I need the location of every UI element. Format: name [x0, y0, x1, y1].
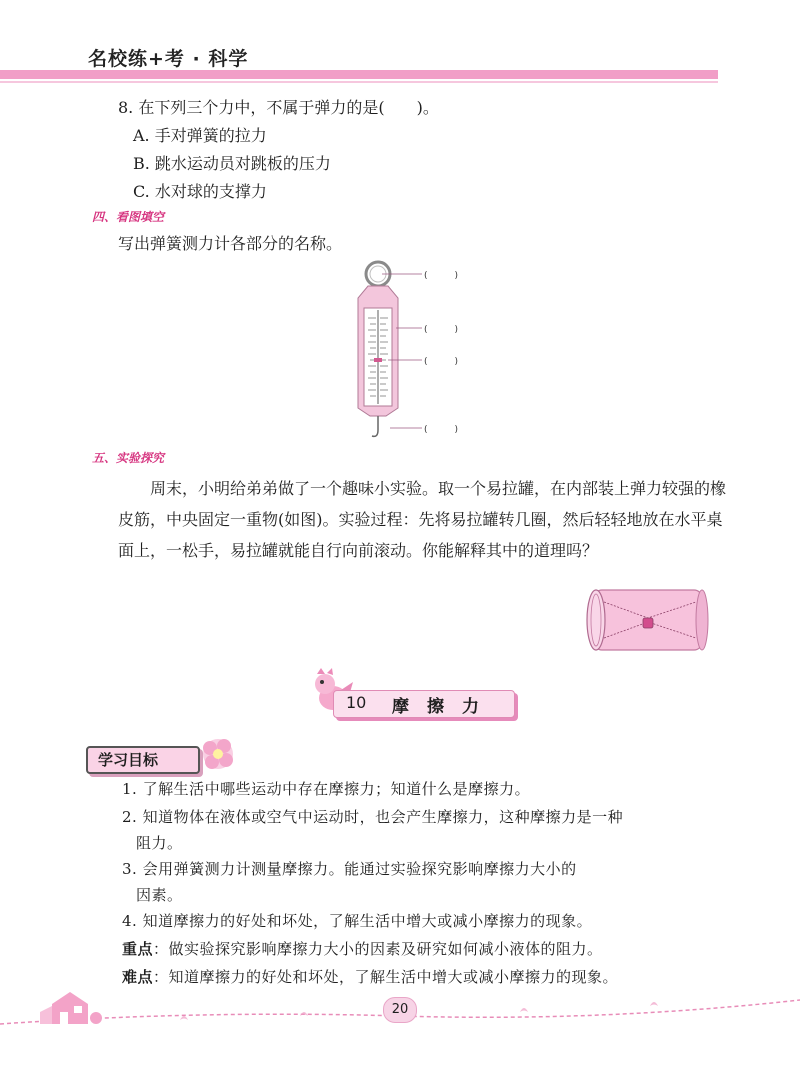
blank-ring: ( ) [424, 271, 459, 281]
key-points-label: 重点 [122, 940, 154, 958]
section-4-heading: 四、看图填空 [92, 210, 165, 224]
question-8-option-c: C. 水对球的支撑力 [133, 182, 267, 201]
flower-icon [196, 734, 240, 774]
blank-scale: ( ) [424, 325, 459, 335]
page-header-title: 名校练+考 · 科学 [88, 48, 249, 70]
page-number: 20 [383, 997, 417, 1023]
chapter-number: 10 [346, 693, 367, 712]
question-8-option-a: A. 手对弹簧的拉力 [133, 126, 267, 145]
difficult-points-label: 难点 [122, 968, 154, 986]
learning-goals-label: 学习目标 [98, 751, 159, 769]
goal-item-3-cont: 因素。 [136, 886, 183, 904]
key-points-text: ：做实验探究影响摩擦力大小的因素及研究如何减小液体的阻力。 [153, 940, 603, 958]
question-8-stem: 8. 在下列三个力中，不属于弹力的是( )。 [118, 98, 439, 117]
goal-item-1: 1. 了解生活中哪些运动中存在摩擦力；知道什么是摩擦力。 [122, 780, 531, 798]
section-5-heading: 五、实验探究 [92, 451, 165, 465]
can-illustration [582, 584, 712, 656]
scale-leader-lines [380, 268, 430, 433]
goal-item-3: 3. 会用弹簧测力计测量摩擦力。能通过实验探究影响摩擦力大小的 [122, 860, 577, 878]
learning-goals-tag [86, 746, 200, 774]
difficult-points-text: ：知道摩擦力的好处和坏处，了解生活中增大或减小摩擦力的现象。 [153, 968, 619, 986]
header-bar [0, 70, 718, 79]
key-points-line [122, 936, 603, 962]
question-8-option-b: B. 跳水运动员对跳板的压力 [133, 154, 331, 173]
section-4-prompt: 写出弹簧测力计各部分的名称。 [118, 234, 343, 253]
goal-item-4: 4. 知道摩擦力的好处和坏处，了解生活中增大或减小摩擦力的现象。 [122, 912, 593, 930]
header-line [0, 81, 718, 83]
chapter-banner [303, 690, 515, 718]
blank-hook: ( ) [424, 425, 459, 435]
goal-item-2: 2. 知道物体在液体或空气中运动时，也会产生摩擦力，这种摩擦力是一种 [122, 808, 624, 826]
goal-item-2-cont: 阻力。 [136, 834, 183, 852]
chapter-title-box [333, 690, 515, 718]
chapter-title: 摩擦力 [392, 697, 497, 717]
section-5-paragraph: 周末，小明给弟弟做了一个趣味小实验。取一个易拉罐，在内部装上弹力较强的橡皮筋，中央固定一重物(如图)。实验过程：先将易拉罐转几圈，然后轻轻地放在水平桌面上，一松手，易拉罐就能自行向前滚动。你能解释其中的道理吗？ [118, 479, 727, 560]
blank-pointer: ( ) [424, 357, 459, 367]
